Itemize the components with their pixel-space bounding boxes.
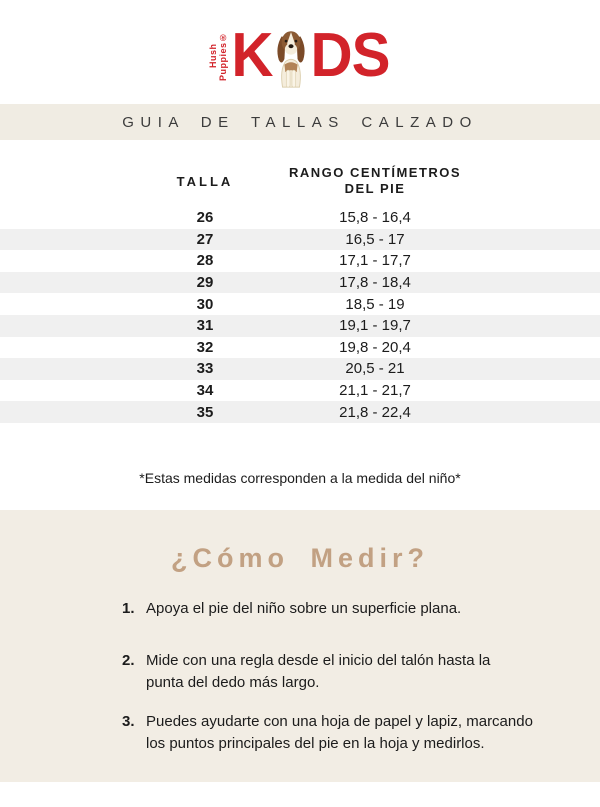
rango-value: 15,8 - 16,4: [339, 209, 411, 227]
step-text: [146, 650, 490, 694]
rango-value: 21,1 - 21,7: [339, 382, 411, 400]
table-row: [0, 315, 600, 337]
size-table: [0, 165, 600, 423]
rango-value: 20,5 - 21: [345, 360, 405, 378]
table-row: [0, 358, 600, 380]
hush-puppies-vertical-wordmark: Hush Puppies®: [208, 31, 229, 81]
step-text-line: los puntos principales del pie en la hoja y medirlos.: [146, 734, 485, 752]
table-row: [0, 207, 600, 229]
step-number: 3.: [122, 712, 135, 730]
list-item: [122, 711, 562, 755]
step-number: 1.: [122, 599, 135, 617]
size-table-header-row: [0, 165, 600, 197]
size-guide-title-band: [0, 104, 600, 140]
talla-value: 35: [196, 403, 214, 421]
talla-value: 30: [196, 295, 214, 313]
kids-logo-letters-ds: DS: [310, 21, 390, 91]
step-text: [146, 711, 533, 755]
rango-header-line1: RANGO CENTÍMETROS: [288, 165, 462, 180]
how-to-measure-title: ¿Cómo Medir?: [171, 542, 429, 573]
talla-value: 31: [196, 317, 214, 335]
rango-value: 18,5 - 19: [345, 295, 405, 313]
list-item: [122, 598, 562, 620]
rango-value: 19,8 - 20,4: [339, 338, 411, 356]
step-number: 2.: [122, 651, 135, 669]
talla-value: 29: [196, 274, 214, 292]
table-row: [0, 229, 600, 251]
rango-value: 17,1 - 17,7: [339, 252, 411, 270]
rango-value: 17,8 - 18,4: [339, 274, 411, 292]
basset-hound-dog-icon: [272, 27, 310, 89]
talla-value: 34: [196, 382, 214, 400]
kids-logo-letter-k: K: [231, 21, 273, 91]
step-text-line: punta del dedo más largo.: [146, 673, 320, 691]
table-row: [0, 250, 600, 272]
talla-value: 32: [196, 338, 214, 356]
rango-column-header: [280, 165, 470, 197]
rango-header-line2: DEL PIE: [344, 181, 406, 196]
rango-value: 21,8 - 22,4: [339, 403, 411, 421]
table-row: [0, 337, 600, 359]
how-to-measure-steps: [122, 598, 562, 755]
measurement-note: *Estas medidas corresponden a la medida del niño*: [139, 469, 461, 486]
talla-column-header: TALLA: [176, 173, 234, 189]
brand-logo: [0, 22, 600, 90]
table-row: [0, 272, 600, 294]
talla-value: 26: [196, 209, 214, 227]
rango-value: 19,1 - 19,7: [339, 317, 411, 335]
table-row: [0, 401, 600, 423]
step-text: [146, 598, 461, 620]
rango-value: 16,5 - 17: [345, 230, 405, 248]
step-text-line: Mide con una regla desde el inicio del talón hasta la: [146, 651, 491, 669]
how-to-measure-section: [0, 510, 600, 782]
table-row: [0, 380, 600, 402]
talla-value: 28: [196, 252, 214, 270]
size-guide-title: GUIA DE TALLAS CALZADO: [122, 113, 478, 131]
step-text-line: Apoya el pie del niño sobre un superficie plana.: [146, 599, 462, 617]
step-text-line: Puedes ayudarte con una hoja de papel y lapiz, marcando: [146, 712, 533, 730]
table-row: [0, 293, 600, 315]
talla-value: 33: [196, 360, 214, 378]
talla-value: 27: [196, 230, 214, 248]
list-item: [122, 650, 562, 694]
